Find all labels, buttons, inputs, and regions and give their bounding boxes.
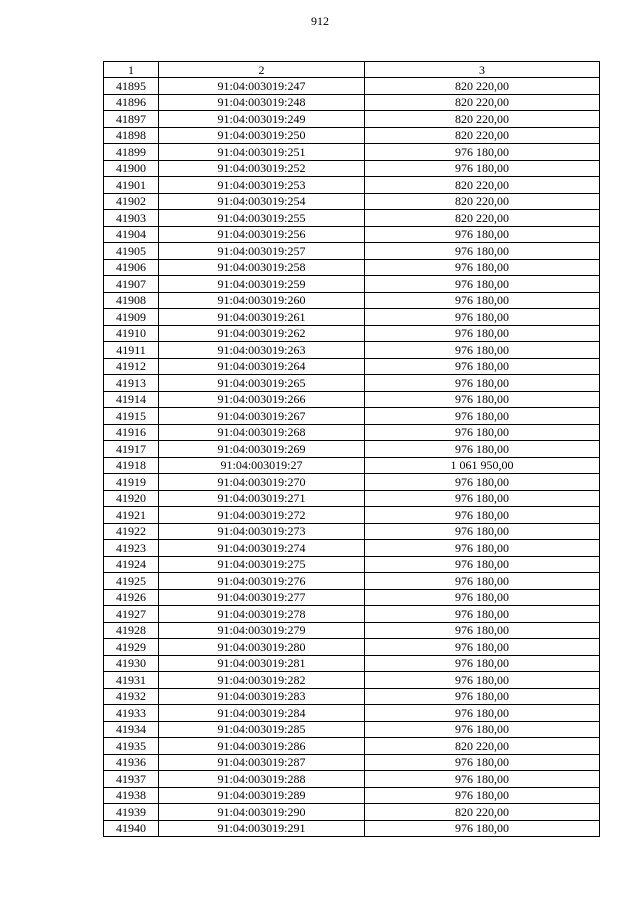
table-row	[104, 408, 600, 425]
cell-value: 976 180,00	[365, 540, 600, 557]
table-row	[104, 672, 600, 689]
cell-cadastral-number: 91:04:003019:278	[159, 606, 365, 623]
cell-value: 976 180,00	[365, 276, 600, 293]
table-row	[104, 111, 600, 128]
cell-value: 976 180,00	[365, 358, 600, 375]
table-row	[104, 210, 600, 227]
cell-cadastral-number: 91:04:003019:288	[159, 771, 365, 788]
cell-cadastral-number: 91:04:003019:274	[159, 540, 365, 557]
cell-value: 820 220,00	[365, 94, 600, 111]
cell-row-number: 41930	[104, 655, 159, 672]
cell-value: 976 180,00	[365, 342, 600, 359]
cell-cadastral-number: 91:04:003019:269	[159, 441, 365, 458]
table-row	[104, 688, 600, 705]
table-row	[104, 144, 600, 161]
table-row	[104, 177, 600, 194]
cell-cadastral-number: 91:04:003019:249	[159, 111, 365, 128]
cell-value: 820 220,00	[365, 804, 600, 821]
cell-row-number: 41905	[104, 243, 159, 260]
cell-value: 820 220,00	[365, 738, 600, 755]
table-row	[104, 358, 600, 375]
cell-row-number: 41923	[104, 540, 159, 557]
cell-value: 976 180,00	[365, 391, 600, 408]
table-row	[104, 193, 600, 210]
cell-cadastral-number: 91:04:003019:258	[159, 259, 365, 276]
cell-value: 820 220,00	[365, 78, 600, 95]
cell-cadastral-number: 91:04:003019:272	[159, 507, 365, 524]
table-row	[104, 655, 600, 672]
cell-value: 820 220,00	[365, 193, 600, 210]
table-row	[104, 94, 600, 111]
cell-value: 976 180,00	[365, 259, 600, 276]
table-row	[104, 259, 600, 276]
cell-value: 976 180,00	[365, 622, 600, 639]
cell-row-number: 41920	[104, 490, 159, 507]
cell-value: 976 180,00	[365, 556, 600, 573]
cell-value: 976 180,00	[365, 424, 600, 441]
table-row	[104, 820, 600, 837]
cell-value: 976 180,00	[365, 226, 600, 243]
table-body	[104, 78, 600, 837]
cell-value: 976 180,00	[365, 243, 600, 260]
cell-value: 976 180,00	[365, 144, 600, 161]
cell-cadastral-number: 91:04:003019:284	[159, 705, 365, 722]
column-header-number: 1	[104, 62, 159, 78]
cell-row-number: 41932	[104, 688, 159, 705]
cell-value: 820 220,00	[365, 210, 600, 227]
table-row	[104, 375, 600, 392]
cell-row-number: 41924	[104, 556, 159, 573]
cell-row-number: 41907	[104, 276, 159, 293]
header-row	[104, 62, 600, 78]
cell-value: 976 180,00	[365, 292, 600, 309]
cell-value: 976 180,00	[365, 573, 600, 590]
cell-cadastral-number: 91:04:003019:252	[159, 160, 365, 177]
cell-row-number: 41922	[104, 523, 159, 540]
cell-row-number: 41928	[104, 622, 159, 639]
table-row	[104, 705, 600, 722]
table-row	[104, 721, 600, 738]
table-row	[104, 325, 600, 342]
cell-value: 976 180,00	[365, 309, 600, 326]
table-row	[104, 160, 600, 177]
cell-row-number: 41903	[104, 210, 159, 227]
column-header-value: 3	[365, 62, 600, 78]
cell-row-number: 41917	[104, 441, 159, 458]
cell-row-number: 41909	[104, 309, 159, 326]
table-row	[104, 309, 600, 326]
cell-value: 820 220,00	[365, 177, 600, 194]
cell-row-number: 41933	[104, 705, 159, 722]
cell-value: 976 180,00	[365, 771, 600, 788]
cell-cadastral-number: 91:04:003019:270	[159, 474, 365, 491]
cell-value: 976 180,00	[365, 325, 600, 342]
cell-value: 976 180,00	[365, 606, 600, 623]
cell-cadastral-number: 91:04:003019:268	[159, 424, 365, 441]
cell-value: 976 180,00	[365, 523, 600, 540]
cell-row-number: 41934	[104, 721, 159, 738]
cell-value: 976 180,00	[365, 688, 600, 705]
cell-row-number: 41921	[104, 507, 159, 524]
table-row	[104, 292, 600, 309]
table-row	[104, 78, 600, 95]
table-row	[104, 639, 600, 656]
table-row	[104, 342, 600, 359]
cell-row-number: 41925	[104, 573, 159, 590]
cell-row-number: 41940	[104, 820, 159, 837]
cell-value: 976 180,00	[365, 408, 600, 425]
cell-value: 976 180,00	[365, 507, 600, 524]
cell-row-number: 41895	[104, 78, 159, 95]
cell-value: 976 180,00	[365, 474, 600, 491]
cell-cadastral-number: 91:04:003019:257	[159, 243, 365, 260]
cell-cadastral-number: 91:04:003019:275	[159, 556, 365, 573]
cell-value: 976 180,00	[365, 375, 600, 392]
table-row	[104, 441, 600, 458]
cell-cadastral-number: 91:04:003019:271	[159, 490, 365, 507]
cell-row-number: 41908	[104, 292, 159, 309]
table-row	[104, 523, 600, 540]
cell-cadastral-number: 91:04:003019:248	[159, 94, 365, 111]
table-header	[104, 62, 600, 78]
table-row	[104, 787, 600, 804]
table-row	[104, 457, 600, 474]
cell-cadastral-number: 91:04:003019:267	[159, 408, 365, 425]
cell-row-number: 41913	[104, 375, 159, 392]
cell-value: 1 061 950,00	[365, 457, 600, 474]
cell-row-number: 41927	[104, 606, 159, 623]
cell-cadastral-number: 91:04:003019:289	[159, 787, 365, 804]
cell-cadastral-number: 91:04:003019:27	[159, 457, 365, 474]
table-row	[104, 391, 600, 408]
table-row	[104, 622, 600, 639]
cell-row-number: 41904	[104, 226, 159, 243]
cell-value: 820 220,00	[365, 127, 600, 144]
cell-cadastral-number: 91:04:003019:250	[159, 127, 365, 144]
cell-row-number: 41911	[104, 342, 159, 359]
cell-cadastral-number: 91:04:003019:264	[159, 358, 365, 375]
cell-cadastral-number: 91:04:003019:255	[159, 210, 365, 227]
cell-cadastral-number: 91:04:003019:266	[159, 391, 365, 408]
cell-row-number: 41919	[104, 474, 159, 491]
table-row	[104, 540, 600, 557]
cell-cadastral-number: 91:04:003019:279	[159, 622, 365, 639]
table-row	[104, 754, 600, 771]
cell-value: 976 180,00	[365, 639, 600, 656]
cell-row-number: 41935	[104, 738, 159, 755]
cell-cadastral-number: 91:04:003019:253	[159, 177, 365, 194]
registry-table	[103, 61, 600, 837]
cell-value: 820 220,00	[365, 111, 600, 128]
cell-row-number: 41937	[104, 771, 159, 788]
cell-cadastral-number: 91:04:003019:273	[159, 523, 365, 540]
cell-row-number: 41912	[104, 358, 159, 375]
cell-row-number: 41939	[104, 804, 159, 821]
cell-cadastral-number: 91:04:003019:291	[159, 820, 365, 837]
cell-cadastral-number: 91:04:003019:276	[159, 573, 365, 590]
cell-row-number: 41929	[104, 639, 159, 656]
table-row	[104, 804, 600, 821]
table-row	[104, 474, 600, 491]
table-row	[104, 424, 600, 441]
cell-row-number: 41936	[104, 754, 159, 771]
table-row	[104, 556, 600, 573]
table-row	[104, 589, 600, 606]
cell-value: 976 180,00	[365, 441, 600, 458]
cell-value: 976 180,00	[365, 787, 600, 804]
cell-row-number: 41914	[104, 391, 159, 408]
cell-value: 976 180,00	[365, 754, 600, 771]
cell-cadastral-number: 91:04:003019:281	[159, 655, 365, 672]
cell-value: 976 180,00	[365, 721, 600, 738]
cell-cadastral-number: 91:04:003019:287	[159, 754, 365, 771]
cell-cadastral-number: 91:04:003019:290	[159, 804, 365, 821]
table-row	[104, 243, 600, 260]
table-row	[104, 276, 600, 293]
page-number: 912	[311, 14, 329, 28]
table-row	[104, 738, 600, 755]
cell-row-number: 41915	[104, 408, 159, 425]
cell-row-number: 41897	[104, 111, 159, 128]
cell-row-number: 41918	[104, 457, 159, 474]
cell-cadastral-number: 91:04:003019:261	[159, 309, 365, 326]
table-row	[104, 226, 600, 243]
cell-cadastral-number: 91:04:003019:254	[159, 193, 365, 210]
cell-cadastral-number: 91:04:003019:286	[159, 738, 365, 755]
cell-cadastral-number: 91:04:003019:277	[159, 589, 365, 606]
cell-row-number: 41901	[104, 177, 159, 194]
cell-row-number: 41931	[104, 672, 159, 689]
cell-row-number: 41910	[104, 325, 159, 342]
cell-cadastral-number: 91:04:003019:251	[159, 144, 365, 161]
cell-row-number: 41906	[104, 259, 159, 276]
table-row	[104, 606, 600, 623]
cell-row-number: 41902	[104, 193, 159, 210]
cell-row-number: 41899	[104, 144, 159, 161]
column-header-cadastral-number: 2	[159, 62, 365, 78]
cell-value: 976 180,00	[365, 655, 600, 672]
cell-row-number: 41916	[104, 424, 159, 441]
table-row	[104, 771, 600, 788]
cell-row-number: 41938	[104, 787, 159, 804]
cell-row-number: 41896	[104, 94, 159, 111]
cell-cadastral-number: 91:04:003019:263	[159, 342, 365, 359]
cell-value: 976 180,00	[365, 705, 600, 722]
table-row	[104, 507, 600, 524]
cell-cadastral-number: 91:04:003019:247	[159, 78, 365, 95]
cell-cadastral-number: 91:04:003019:283	[159, 688, 365, 705]
cell-value: 976 180,00	[365, 160, 600, 177]
cell-cadastral-number: 91:04:003019:280	[159, 639, 365, 656]
table-row	[104, 573, 600, 590]
cell-cadastral-number: 91:04:003019:282	[159, 672, 365, 689]
cell-cadastral-number: 91:04:003019:256	[159, 226, 365, 243]
cell-row-number: 41926	[104, 589, 159, 606]
cell-cadastral-number: 91:04:003019:285	[159, 721, 365, 738]
table-row	[104, 490, 600, 507]
cell-cadastral-number: 91:04:003019:259	[159, 276, 365, 293]
cell-row-number: 41898	[104, 127, 159, 144]
cell-value: 976 180,00	[365, 672, 600, 689]
cell-value: 976 180,00	[365, 589, 600, 606]
cell-row-number: 41900	[104, 160, 159, 177]
table-row	[104, 127, 600, 144]
cell-cadastral-number: 91:04:003019:265	[159, 375, 365, 392]
cell-cadastral-number: 91:04:003019:260	[159, 292, 365, 309]
cell-value: 976 180,00	[365, 820, 600, 837]
cell-value: 976 180,00	[365, 490, 600, 507]
cell-cadastral-number: 91:04:003019:262	[159, 325, 365, 342]
